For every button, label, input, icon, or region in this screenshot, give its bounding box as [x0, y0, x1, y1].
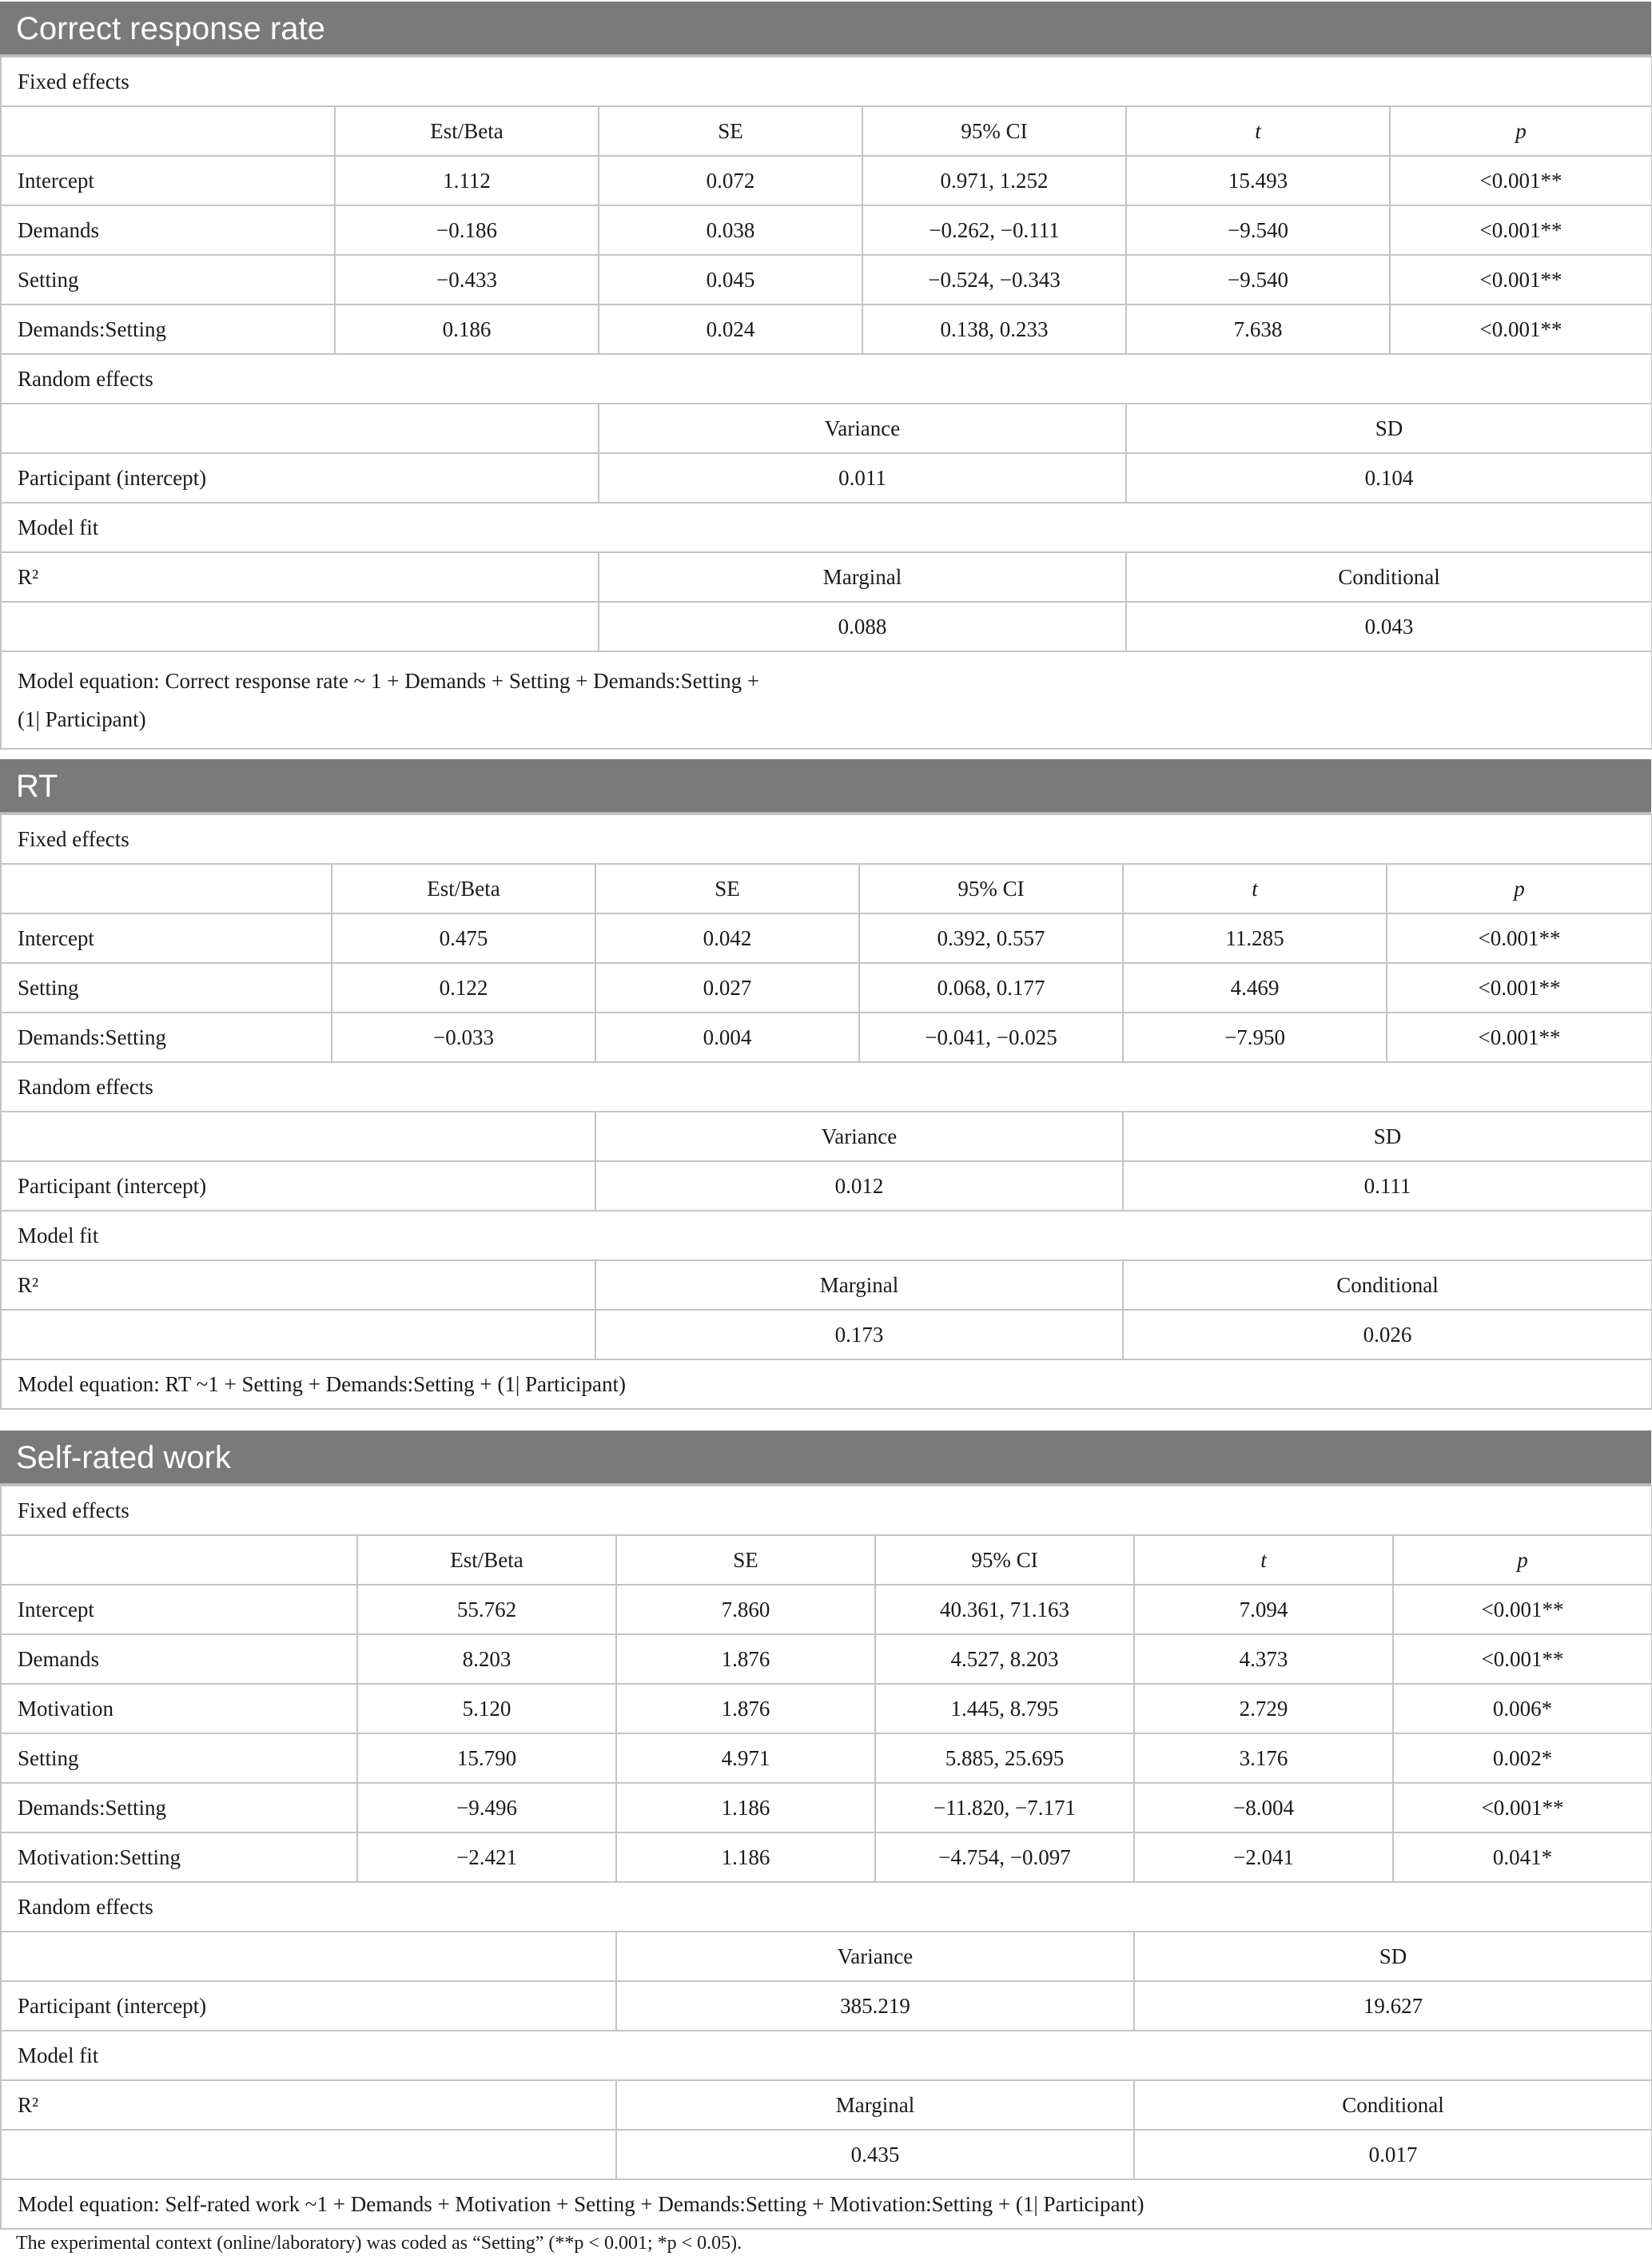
- random-effects-heading-row: [1, 354, 1652, 404]
- col-header-sd: SD: [1123, 1112, 1652, 1161]
- table-row: [1, 1783, 1652, 1832]
- p-cell: <0.001**: [1387, 913, 1652, 963]
- se-cell: 4.971: [616, 1733, 875, 1783]
- empty-cell: [1, 602, 599, 651]
- t-cell: 11.285: [1123, 913, 1387, 963]
- table-row: [1, 1585, 1652, 1634]
- est-cell: 15.790: [357, 1733, 616, 1783]
- conditional-cell: 0.017: [1134, 2130, 1652, 2179]
- est-cell: −2.421: [357, 1832, 616, 1882]
- p-cell: <0.001**: [1390, 156, 1652, 205]
- section-self-rated-work: [0, 1430, 1651, 2230]
- model-equation-row: [1, 651, 1652, 749]
- col-header-t: t: [1123, 864, 1387, 913]
- col-header-sd: SD: [1126, 404, 1652, 453]
- table-row: [1, 1684, 1652, 1733]
- ci-cell: −0.524, −0.343: [862, 255, 1126, 304]
- p-cell: 0.041*: [1393, 1832, 1652, 1882]
- section-title: Self-rated work: [0, 1430, 1651, 1485]
- stats-table: [0, 56, 1652, 750]
- p-cell: <0.001**: [1390, 255, 1652, 304]
- ci-cell: 40.361, 71.163: [875, 1585, 1134, 1634]
- random-effects-label: Random effects: [1, 1882, 1652, 1932]
- col-header-marginal: Marginal: [599, 552, 1126, 602]
- se-cell: 1.876: [616, 1684, 875, 1733]
- col-header-sd: SD: [1134, 1932, 1652, 1981]
- fixed-effects-label: Fixed effects: [1, 1486, 1652, 1535]
- random-effects-heading-row: [1, 1062, 1652, 1112]
- p-cell: <0.001**: [1393, 1585, 1652, 1634]
- col-header-ci: 95% CI: [875, 1535, 1134, 1585]
- model-fit-heading-row: [1, 1211, 1652, 1260]
- fixed-effects-column-header-row: [1, 106, 1652, 156]
- ci-cell: −11.820, −7.171: [875, 1783, 1134, 1832]
- est-cell: 5.120: [357, 1684, 616, 1733]
- variance-cell: 385.219: [616, 1981, 1134, 2031]
- t-cell: 7.638: [1126, 304, 1390, 354]
- term-cell: Motivation: [1, 1684, 357, 1733]
- model-fit-column-header-row: [1, 552, 1652, 602]
- marginal-cell: 0.435: [616, 2130, 1134, 2179]
- col-header-p: p: [1390, 106, 1652, 156]
- table-row: [1, 1013, 1652, 1062]
- fixed-effects-label: Fixed effects: [1, 57, 1652, 106]
- model-equation: Model equation: RT ~1 + Setting + Demands:Setting + (1| Participant): [1, 1359, 1652, 1409]
- table-row: [1, 1733, 1652, 1783]
- est-cell: 55.762: [357, 1585, 616, 1634]
- table-footnote: The experimental context (online/laboratory) was coded as “Setting” (**p < 0.001; *p < 0.05).: [16, 2233, 742, 2254]
- se-cell: 1.186: [616, 1783, 875, 1832]
- term-cell: Participant (intercept): [1, 1161, 595, 1211]
- col-header-est: Est/Beta: [332, 864, 595, 913]
- ci-cell: −0.262, −0.111: [862, 205, 1126, 255]
- empty-header-cell: [1, 864, 332, 913]
- model-equation: [1, 651, 1652, 749]
- section-rt: [0, 759, 1651, 1410]
- section-title: Correct response rate: [0, 2, 1651, 56]
- sd-cell: 0.111: [1123, 1161, 1652, 1211]
- ci-cell: 4.527, 8.203: [875, 1634, 1134, 1684]
- empty-header-cell: [1, 1112, 595, 1161]
- col-header-est: Est/Beta: [357, 1535, 616, 1585]
- col-header-conditional: Conditional: [1126, 552, 1652, 602]
- empty-header-cell: [1, 404, 599, 453]
- se-cell: 7.860: [616, 1585, 875, 1634]
- se-cell: 0.038: [599, 205, 862, 255]
- t-cell: 4.469: [1123, 963, 1387, 1013]
- variance-cell: 0.012: [595, 1161, 1123, 1211]
- r2-label: R²: [1, 1260, 595, 1310]
- random-effects-column-header-row: [1, 404, 1652, 453]
- t-cell: −9.540: [1126, 255, 1390, 304]
- p-cell: <0.001**: [1387, 1013, 1652, 1062]
- table-row: [1, 913, 1652, 963]
- r2-label: R²: [1, 552, 599, 602]
- empty-header-cell: [1, 106, 335, 156]
- table-row: [1, 205, 1652, 255]
- col-header-marginal: Marginal: [616, 2080, 1134, 2130]
- est-cell: −0.033: [332, 1013, 595, 1062]
- table-row: [1, 304, 1652, 354]
- sd-cell: 19.627: [1134, 1981, 1652, 2031]
- p-cell: 0.006*: [1393, 1684, 1652, 1733]
- random-effects-column-header-row: [1, 1932, 1652, 1981]
- ci-cell: 0.068, 0.177: [859, 963, 1123, 1013]
- model-equation-row: [1, 2179, 1652, 2229]
- col-header-ci: 95% CI: [859, 864, 1123, 913]
- col-header-se: SE: [616, 1535, 875, 1585]
- se-cell: 1.186: [616, 1832, 875, 1882]
- col-header-se: SE: [595, 864, 859, 913]
- t-cell: 15.493: [1126, 156, 1390, 205]
- term-cell: Setting: [1, 963, 332, 1013]
- table-row: [1, 1981, 1652, 2031]
- col-header-variance: Variance: [616, 1932, 1134, 1981]
- equation-line-1: Model equation: Correct response rate ~ 1 + Demands + Setting + Demands:Setting +: [18, 669, 760, 693]
- r2-label: R²: [1, 2080, 616, 2130]
- term-cell: Demands: [1, 205, 335, 255]
- table-row: [1, 1310, 1652, 1359]
- table-row: [1, 1634, 1652, 1684]
- t-cell: 3.176: [1134, 1733, 1393, 1783]
- est-cell: 0.122: [332, 963, 595, 1013]
- table-row: [1, 1161, 1652, 1211]
- p-cell: <0.001**: [1390, 205, 1652, 255]
- table-row: [1, 453, 1652, 503]
- p-cell: <0.001**: [1393, 1634, 1652, 1684]
- ci-cell: 0.392, 0.557: [859, 913, 1123, 963]
- t-cell: 2.729: [1134, 1684, 1393, 1733]
- se-cell: 0.072: [599, 156, 862, 205]
- fixed-effects-column-header-row: [1, 1535, 1652, 1585]
- term-cell: Intercept: [1, 156, 335, 205]
- conditional-cell: 0.043: [1126, 602, 1652, 651]
- model-fit-column-header-row: [1, 1260, 1652, 1310]
- est-cell: 0.475: [332, 913, 595, 963]
- t-cell: 7.094: [1134, 1585, 1393, 1634]
- section-correct-response-rate: [0, 2, 1651, 750]
- random-effects-label: Random effects: [1, 354, 1652, 404]
- empty-cell: [1, 1310, 595, 1359]
- p-cell: <0.001**: [1390, 304, 1652, 354]
- fixed-effects-heading-row: [1, 814, 1652, 864]
- col-header-conditional: Conditional: [1134, 2080, 1652, 2130]
- random-effects-heading-row: [1, 1882, 1652, 1932]
- fixed-effects-heading-row: [1, 1486, 1652, 1535]
- se-cell: 0.045: [599, 255, 862, 304]
- term-cell: Participant (intercept): [1, 453, 599, 503]
- t-cell: 4.373: [1134, 1634, 1393, 1684]
- table-row: [1, 2130, 1652, 2179]
- random-effects-column-header-row: [1, 1112, 1652, 1161]
- col-header-ci: 95% CI: [862, 106, 1126, 156]
- est-cell: 1.112: [335, 156, 599, 205]
- random-effects-label: Random effects: [1, 1062, 1652, 1112]
- se-cell: 1.876: [616, 1634, 875, 1684]
- marginal-cell: 0.088: [599, 602, 1126, 651]
- empty-header-cell: [1, 1932, 616, 1981]
- col-header-variance: Variance: [595, 1112, 1123, 1161]
- table-row: [1, 602, 1652, 651]
- col-header-variance: Variance: [599, 404, 1126, 453]
- se-cell: 0.024: [599, 304, 862, 354]
- p-cell: <0.001**: [1387, 963, 1652, 1013]
- est-cell: −0.433: [335, 255, 599, 304]
- sd-cell: 0.104: [1126, 453, 1652, 503]
- empty-header-cell: [1, 1535, 357, 1585]
- marginal-cell: 0.173: [595, 1310, 1123, 1359]
- equation-line-2: (1| Participant): [18, 707, 146, 731]
- model-fit-column-header-row: [1, 2080, 1652, 2130]
- term-cell: Participant (intercept): [1, 1981, 616, 2031]
- p-cell: 0.002*: [1393, 1733, 1652, 1783]
- model-equation-row: [1, 1359, 1652, 1409]
- col-header-t: t: [1134, 1535, 1393, 1585]
- est-cell: −9.496: [357, 1783, 616, 1832]
- est-cell: 0.186: [335, 304, 599, 354]
- model-fit-label: Model fit: [1, 503, 1652, 552]
- ci-cell: 1.445, 8.795: [875, 1684, 1134, 1733]
- fixed-effects-label: Fixed effects: [1, 814, 1652, 864]
- col-header-p: p: [1387, 864, 1652, 913]
- term-cell: Setting: [1, 1733, 357, 1783]
- stats-table: [0, 1485, 1652, 2230]
- est-cell: 8.203: [357, 1634, 616, 1684]
- term-cell: Demands:Setting: [1, 304, 335, 354]
- term-cell: Motivation:Setting: [1, 1832, 357, 1882]
- ci-cell: −4.754, −0.097: [875, 1832, 1134, 1882]
- fixed-effects-column-header-row: [1, 864, 1652, 913]
- model-fit-label: Model fit: [1, 1211, 1652, 1260]
- col-header-est: Est/Beta: [335, 106, 599, 156]
- model-fit-heading-row: [1, 2031, 1652, 2080]
- t-cell: −8.004: [1134, 1783, 1393, 1832]
- model-equation: Model equation: Self-rated work ~1 + Demands + Motivation + Setting + Demands:Setting + Motivation:Setting + (1| Participant): [1, 2179, 1652, 2229]
- se-cell: 0.027: [595, 963, 859, 1013]
- table-row: [1, 255, 1652, 304]
- col-header-p: p: [1393, 1535, 1652, 1585]
- empty-cell: [1, 2130, 616, 2179]
- term-cell: Demands: [1, 1634, 357, 1684]
- stats-table: [0, 814, 1652, 1410]
- ci-cell: 5.885, 25.695: [875, 1733, 1134, 1783]
- col-header-t: t: [1126, 106, 1390, 156]
- p-cell: <0.001**: [1393, 1783, 1652, 1832]
- col-header-conditional: Conditional: [1123, 1260, 1652, 1310]
- term-cell: Setting: [1, 255, 335, 304]
- table-row: [1, 1832, 1652, 1882]
- t-cell: −9.540: [1126, 205, 1390, 255]
- model-fit-heading-row: [1, 503, 1652, 552]
- se-cell: 0.042: [595, 913, 859, 963]
- variance-cell: 0.011: [599, 453, 1126, 503]
- term-cell: Demands:Setting: [1, 1013, 332, 1062]
- se-cell: 0.004: [595, 1013, 859, 1062]
- table-row: [1, 963, 1652, 1013]
- model-fit-label: Model fit: [1, 2031, 1652, 2080]
- section-title: RT: [0, 759, 1651, 814]
- conditional-cell: 0.026: [1123, 1310, 1652, 1359]
- col-header-se: SE: [599, 106, 862, 156]
- est-cell: −0.186: [335, 205, 599, 255]
- ci-cell: 0.138, 0.233: [862, 304, 1126, 354]
- ci-cell: −0.041, −0.025: [859, 1013, 1123, 1062]
- ci-cell: 0.971, 1.252: [862, 156, 1126, 205]
- fixed-effects-heading-row: [1, 57, 1652, 106]
- term-cell: Intercept: [1, 913, 332, 963]
- col-header-marginal: Marginal: [595, 1260, 1123, 1310]
- term-cell: Intercept: [1, 1585, 357, 1634]
- t-cell: −7.950: [1123, 1013, 1387, 1062]
- term-cell: Demands:Setting: [1, 1783, 357, 1832]
- t-cell: −2.041: [1134, 1832, 1393, 1882]
- table-row: [1, 156, 1652, 205]
